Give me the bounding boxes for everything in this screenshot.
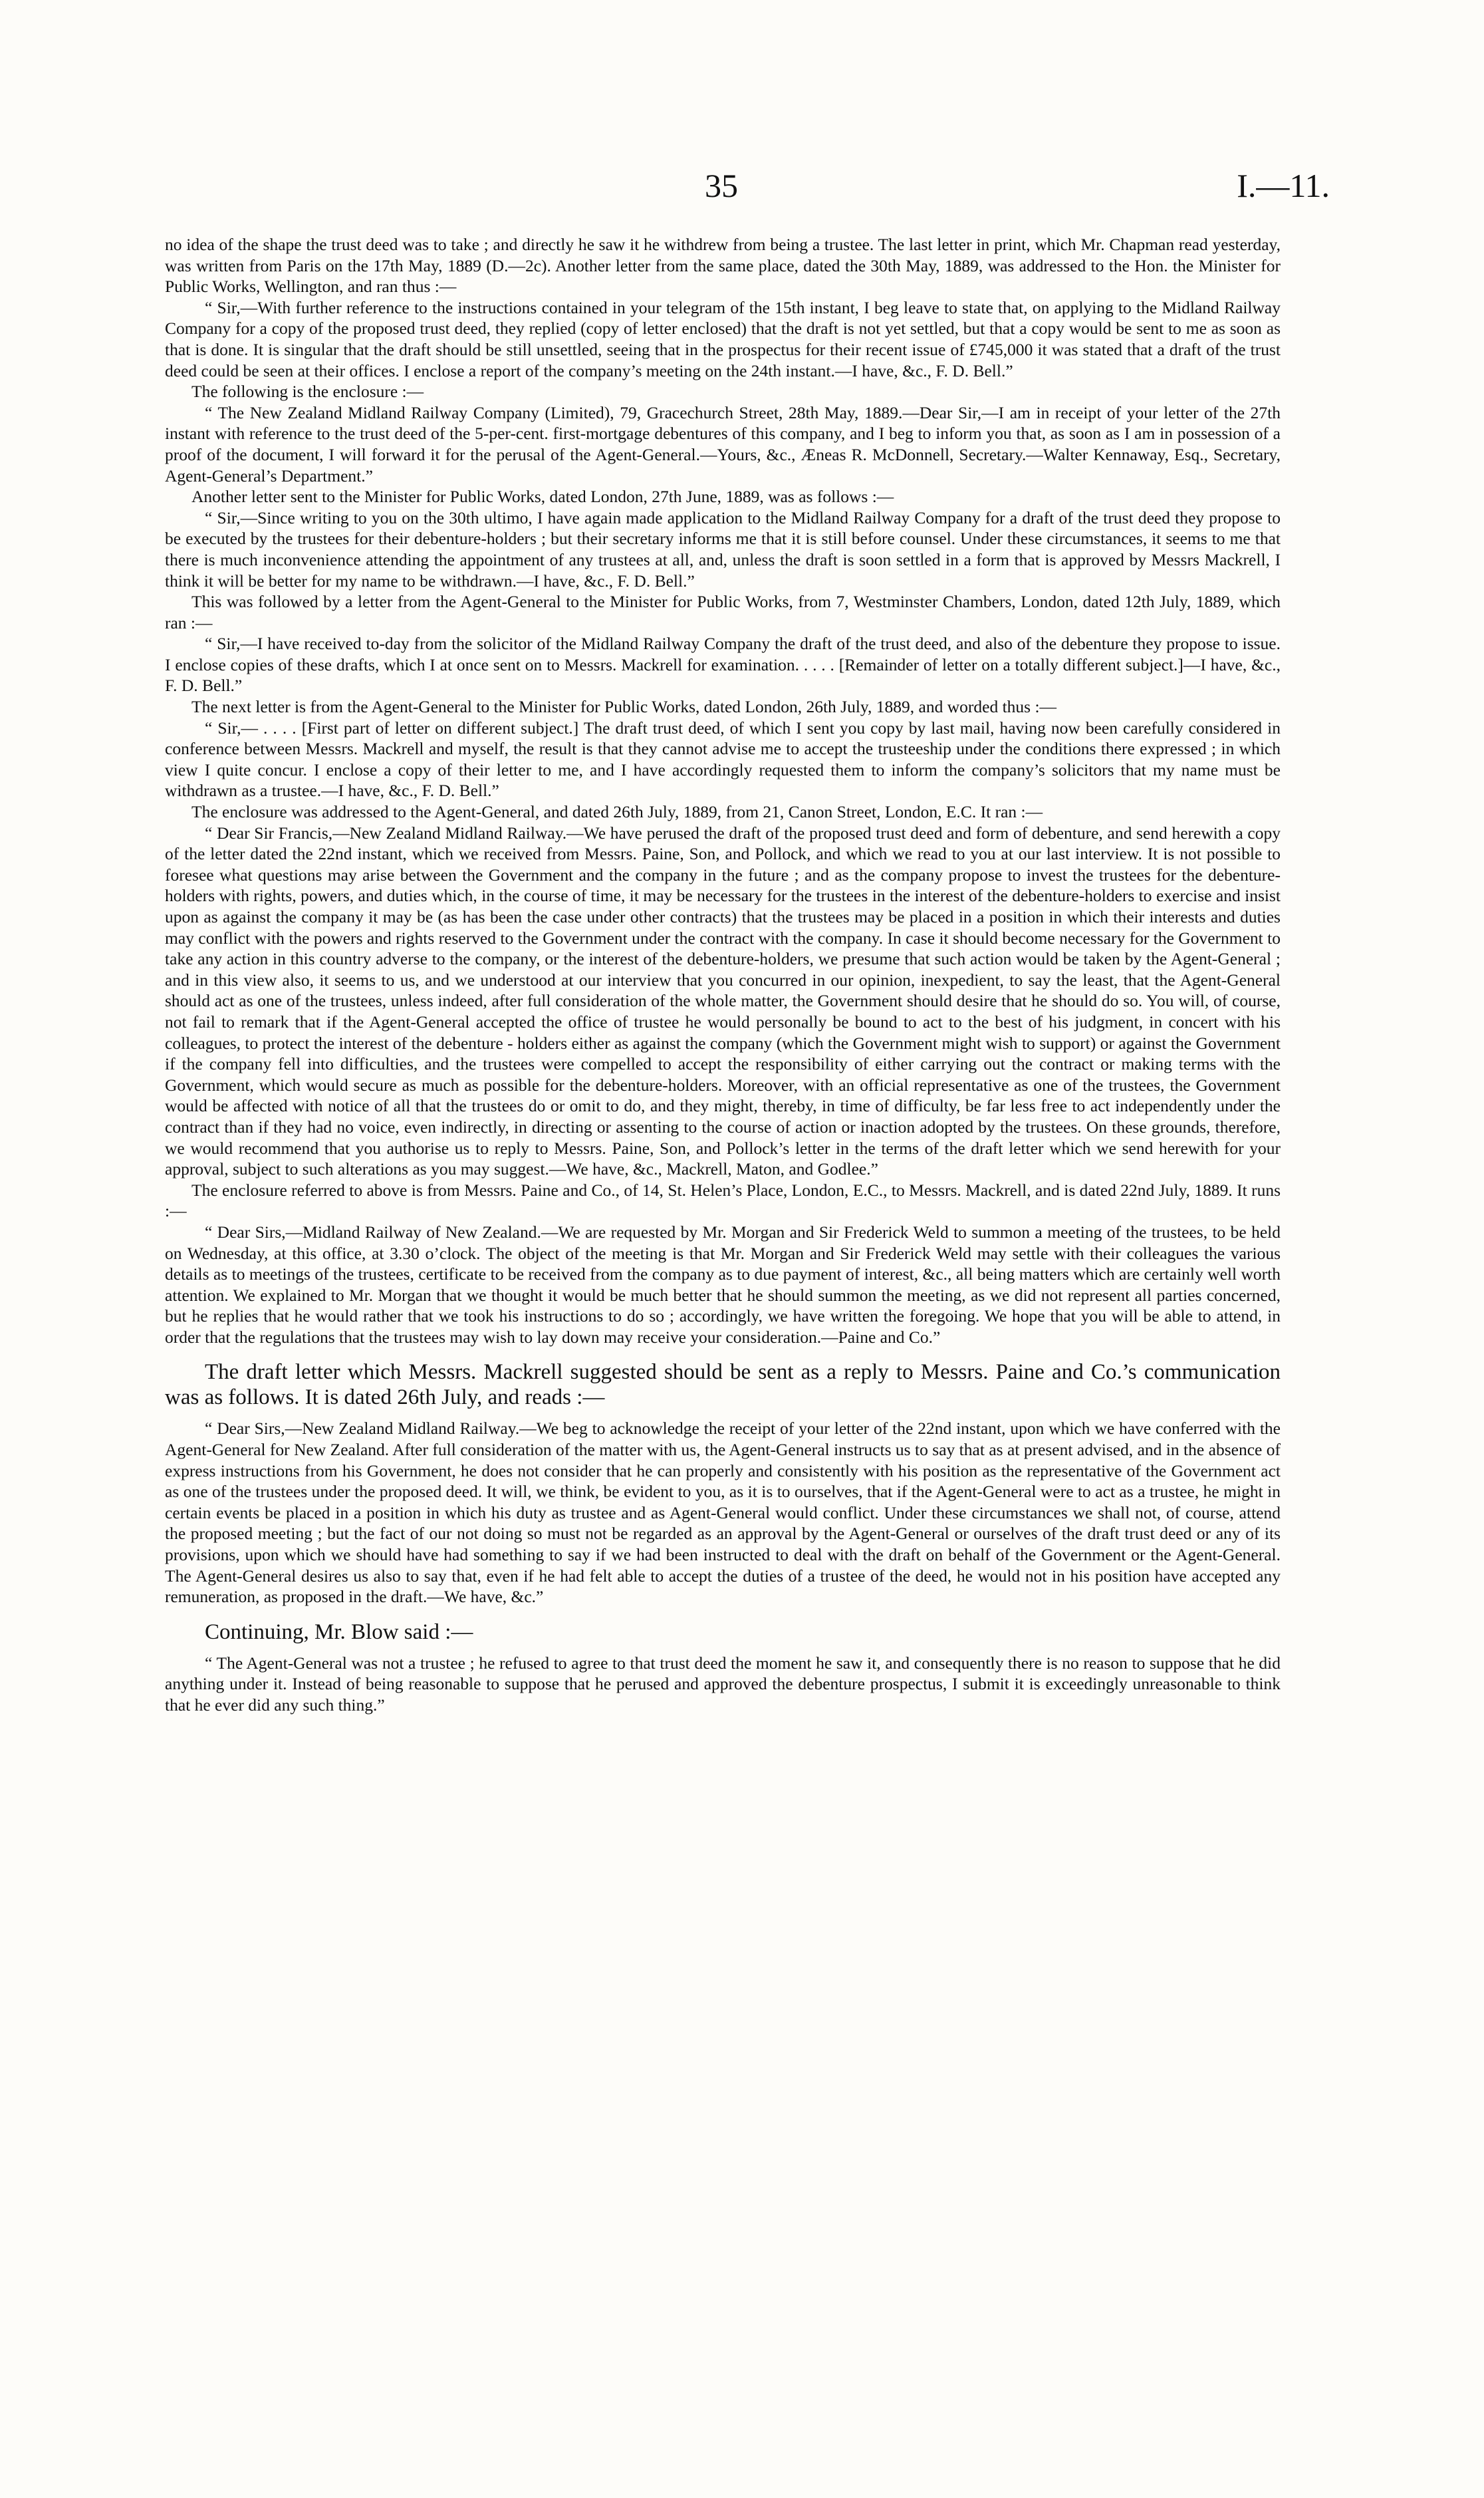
paragraph: The enclosure was addressed to the Agent-General, and dated 26th July, 1889, from 21, Canon Street, London, E.C. It ran :—	[191, 802, 1043, 822]
quoted-letter: “ The Agent-General was not a trustee ; he refused to agree to that trust deed the moment he saw it, and consequently there is no reason to suppose that he did anything under it. Instead of being reasonable to suppose that he perused and approved the debenture prospectus, I submit it is exceedingly unreasonable to think that he ever did any such thing.”	[165, 1653, 1281, 1715]
document-body	[165, 234, 1281, 1716]
paragraph-large: The draft letter which Messrs. Mackrell suggested should be sent as a reply to Messrs. Paine and Co.’s communication was as follows. It is dated 26th July, and reads :—	[165, 1360, 1281, 1410]
paragraph: The enclosure referred to above is from Messrs. Paine and Co., of 14, St. Helen’s Place, London, E.C., to Messrs. Mackrell, and is dated 22nd July, 1889. It runs :—	[165, 1180, 1281, 1221]
page-header	[0, 166, 1484, 213]
paragraph: The next letter is from the Agent-General to the Minister for Public Works, dated London, 26th July, 1889, and worded thus :—	[191, 697, 1057, 717]
quoted-letter: “ Dear Sirs,—New Zealand Midland Railway.—We beg to acknowledge the receipt of your letter of the 22nd instant, upon which we have conferred with the Agent-General for New Zealand. After full consideration of the matter with us, the Agent-General instructs us to say that as at present advised, and in the absence of express instructions from his Government, he does not consider that he can properly and consistently with his position as the representative of the Government act as one of the trustees under the proposed deed. It will, we think, be evident to you, as it is to ourselves, that if the Agent-General were to act as a trustee, he might in certain events be placed in a position in which his duty as trustee and as Agent-General would conflict. Under these circumstances we shall not, of course, attend the proposed meeting ; but the fact of our not doing so must not be regarded as an approval by the Agent-General or ourselves of the draft trust deed or any of its provisions, upon which we should have had something to say if we had been instructed to deal with the draft on behalf of the Government or the Agent-General. The Agent-General desires us also to say that, even if he had felt able to accept the duties of a trustee of the deed, he would not in his position have accepted any remuneration, as proposed in the draft.—We have, &c.”	[165, 1419, 1281, 1607]
quoted-letter: “ Sir,—With further reference to the instructions contained in your telegram of the 15th instant, I beg leave to state that, on applying to the Midland Railway Company for a copy of the proposed trust deed, they replied (copy of letter enclosed) that the draft is not yet settled, but that a copy would be sent to me as soon as that is done. It is singular that the draft should be still unsettled, seeing that in the prospectus for their recent issue of £745,000 it was stated that a draft of the trust deed could be seen at their offices. I enclose a report of the company’s meeting on the 24th instant.—I have, &c., F. D. Bell.”	[165, 297, 1281, 380]
section-code: I.—11.	[1237, 167, 1330, 204]
page-number: 35	[705, 167, 738, 204]
quoted-letter: “ Dear Sir Francis,—New Zealand Midland Railway.—We have perused the draft of the proposed trust deed and form of debenture, and send herewith a copy of the letter dated the 22nd instant, which we received from Messrs. Paine, Son, and Pollock, and which we read to you at our last interview. It is not possible to foresee what questions may arise between the Government and the company in the future ; and as the company propose to invest the trustees for the debenture-holders with rights, powers, and duties which, in the course of time, it may be necessary for the trustees in the interest of the debenture-holders to exercise and insist upon as against the company it may be (as has been the case under other contracts) that the trustees may be placed in a position in which their interests and duties may conflict with the powers and rights reserved to the Government under the contract with the company. In case it should become necessary for the Government to take any action in this country adverse to the company, or the interest of the debenture-holders, we presume that such action would be taken by the Agent-General ; and in this view also, it seems to us, and we understood at our interview that you concurred in our opinion, inexpedient, to say the least, that the Agent-General should act as one of the trustees, unless indeed, after full consideration of the whole matter, the Government should desire that he should do so. You will, of course, not fail to remark that if the Agent-General accepted the office of trustee he would personally be bound to act to the best of his judgment, in concert with his colleagues, to protect the interest of the debenture - holders either as against the company (which the Government might wish to support) or against the Government if the company fell into difficulties, and the trustees were compelled to accept the responsibility of either carrying out the contract or making terms with the Government, which would secure as much as possible for the debenture-holders. Moreover, with an official representative as one of the trustees, the Government would be affected with notice of all that the trustees do or omit to do, and they might, thereby, in time of difficulty, be far less free to act independently under the contract than if they had no voice, even indirectly, in directing or assenting to the course of action or inaction adopted by the trustees. On these grounds, therefore, we would recommend that you authorise us to reply to Messrs. Paine, Son, and Pollock’s letter in the terms of the draft letter which we send herewith for your approval, subject to such alterations as you may suggest.—We have, &c., Mackrell, Maton, and Godlee.”	[165, 823, 1281, 1179]
paragraph: no idea of the shape the trust deed was to take ; and directly he saw it he withdrew from being a trustee. The last letter in print, which Mr. Chapman read yesterday, was written from Paris on the 17th May, 1889 (D.—2c). Another letter from the same place, dated the 30th May, 1889, was addressed to the Hon. the Minister for Public Works, Wellington, and ran thus :—	[165, 235, 1281, 297]
quoted-letter: “ The New Zealand Midland Railway Company (Limited), 79, Gracechurch Street, 28th May, 1889.—Dear Sir,—I am in receipt of your letter of the 27th instant with reference to the trust deed of the 5-per-cent. first-mortgage debentures of this company, and I beg to inform you that, as soon as I am in possession of a proof of the document, I will forward it for the perusal of the Agent-General.—Yours, &c., Æneas R. McDonnell, Secretary.—Walter Kennaway, Esq., Secretary, Agent-General’s Department.”	[165, 402, 1281, 486]
paragraph: Another letter sent to the Minister for Public Works, dated London, 27th June, 1889, was as follows :—	[191, 487, 894, 507]
quoted-letter: “ Sir,— . . . . [First part of letter on different subject.] The draft trust deed, of which I sent you copy by last mail, having now been carefully considered in conference between Messrs. Mackrell and myself, the result is that they cannot advise me to accept the trusteeship under the conditions there expressed ; in which view I quite concur. I enclose a copy of their letter to me, and I have accordingly requested them to inform the company’s solicitors that my name must be withdrawn as a trustee.—I have, &c., F. D. Bell.”	[165, 718, 1281, 801]
paragraph: This was followed by a letter from the Agent-General to the Minister for Public Works, from 7, Westminster Chambers, London, dated 12th July, 1889, which ran :—	[165, 592, 1281, 632]
paragraph: The following is the enclosure :—	[191, 382, 424, 402]
quoted-letter: “ Sir,—Since writing to you on the 30th ultimo, I have again made application to the Midland Railway Company for a draft of the trust deed they propose to be executed by the trustees for their debenture-holders ; but their secretary informs me that it is still before counsel. Under these circumstances, it seems to me that there is much inconvenience attending the appointment of any trustees at all, and, unless the draft is soon settled in a form that is approved by Messrs Mackrell, I think it will be better for my name to be withdrawn.—I have, &c., F. D. Bell.”	[165, 507, 1281, 591]
quoted-letter: “ Sir,—I have received to-day from the solicitor of the Midland Railway Company the draft of the trust deed, and also of the debenture they propose to issue. I enclose copies of these drafts, which I at once sent on to Messrs. Mackrell for examination. . . . . [Remainder of letter on a totally different subject.]—I have, &c., F. D. Bell.”	[165, 634, 1281, 696]
quoted-letter: “ Dear Sirs,—Midland Railway of New Zealand.—We are requested by Mr. Morgan and Sir Frederick Weld to summon a meeting of the trustees, to be held on Wednesday, at this office, at 3.30 o’clock. The object of the meeting is that Mr. Morgan and Sir Frederick Weld may settle with their colleagues the various details as to meetings of the trustees, certificate to be received from the company as to due payment of interest, &c., all being matters which are certainly well worth attention. We explained to Mr. Morgan that we thought it would be much better that he should summon the meeting, as we did not represent all parties concerned, but he replies that he would rather that we took his instructions to do so ; accordingly, we have written the foregoing. We hope that you will be able to attend, in order that the regulations that the trustees may wish to lay down may receive your consideration.—Paine and Co.”	[165, 1222, 1281, 1347]
paragraph-large: Continuing, Mr. Blow said :—	[205, 1619, 473, 1644]
